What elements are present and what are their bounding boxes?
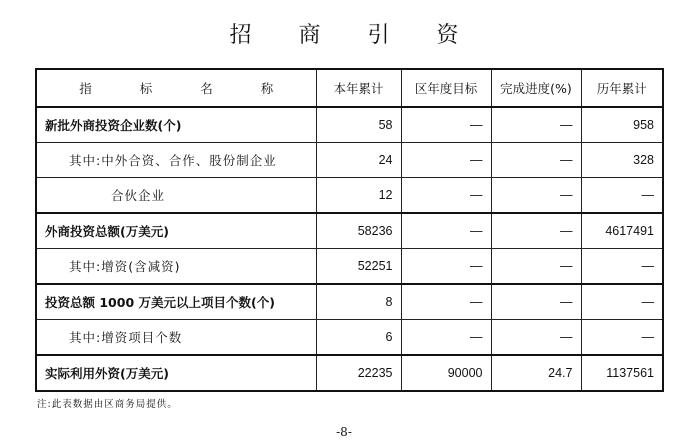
footnote: 注:此表数据由区商务局提供。 xyxy=(37,399,178,410)
header-annual-target: 区年度目标 xyxy=(401,69,491,107)
row-label: 其中:中外合资、合作、股份制企业 xyxy=(36,143,316,178)
cell-historical: 328 xyxy=(581,143,663,178)
cell-target: 90000 xyxy=(401,355,491,391)
cell-target: — xyxy=(401,107,491,143)
row-label: 投资总额 1000 万美元以上项目个数(个) xyxy=(36,284,316,320)
header-indicator-name: 指 标 名 称 xyxy=(36,69,316,107)
row-label: 外商投资总额(万美元) xyxy=(36,213,316,249)
cell-target: — xyxy=(401,143,491,178)
row-label: 实际利用外资(万美元) xyxy=(36,355,316,391)
header-cumulative: 本年累计 xyxy=(316,69,401,107)
table-header-row xyxy=(36,69,663,107)
cell-target: — xyxy=(401,249,491,285)
table-row xyxy=(36,143,663,178)
page-number: -8- xyxy=(336,425,352,439)
table-row xyxy=(36,249,663,285)
cell-progress: — xyxy=(491,320,581,356)
header-historical: 历年累计 xyxy=(581,69,663,107)
cell-cumulative: 58 xyxy=(316,107,401,143)
investment-table xyxy=(35,68,664,392)
row-label: 其中:增资(含减资) xyxy=(36,249,316,285)
row-label: 合伙企业 xyxy=(36,178,316,214)
cell-progress: — xyxy=(491,249,581,285)
cell-historical: 1137561 xyxy=(581,355,663,391)
cell-historical: — xyxy=(581,284,663,320)
table-row xyxy=(36,107,663,143)
cell-target: — xyxy=(401,213,491,249)
table-row xyxy=(36,213,663,249)
cell-progress: 24.7 xyxy=(491,355,581,391)
cell-target: — xyxy=(401,178,491,214)
cell-cumulative: 52251 xyxy=(316,249,401,285)
cell-historical: 4617491 xyxy=(581,213,663,249)
cell-cumulative: 58236 xyxy=(316,213,401,249)
cell-historical: — xyxy=(581,249,663,285)
cell-cumulative: 6 xyxy=(316,320,401,356)
table-row xyxy=(36,284,663,320)
cell-historical: 958 xyxy=(581,107,663,143)
cell-progress: — xyxy=(491,284,581,320)
header-progress: 完成进度(%) xyxy=(491,69,581,107)
table-row xyxy=(36,320,663,356)
cell-progress: — xyxy=(491,107,581,143)
cell-progress: — xyxy=(491,178,581,214)
page-title: 招 商 引 资 xyxy=(229,23,479,48)
cell-cumulative: 22235 xyxy=(316,355,401,391)
cell-historical: — xyxy=(581,320,663,356)
table-row xyxy=(36,178,663,214)
cell-progress: — xyxy=(491,143,581,178)
table-row xyxy=(36,355,663,391)
cell-cumulative: 24 xyxy=(316,143,401,178)
cell-cumulative: 12 xyxy=(316,178,401,214)
cell-target: — xyxy=(401,284,491,320)
row-label: 其中:增资项目个数 xyxy=(36,320,316,356)
row-label: 新批外商投资企业数(个) xyxy=(36,107,316,143)
cell-progress: — xyxy=(491,213,581,249)
cell-target: — xyxy=(401,320,491,356)
cell-cumulative: 8 xyxy=(316,284,401,320)
cell-historical: — xyxy=(581,178,663,214)
